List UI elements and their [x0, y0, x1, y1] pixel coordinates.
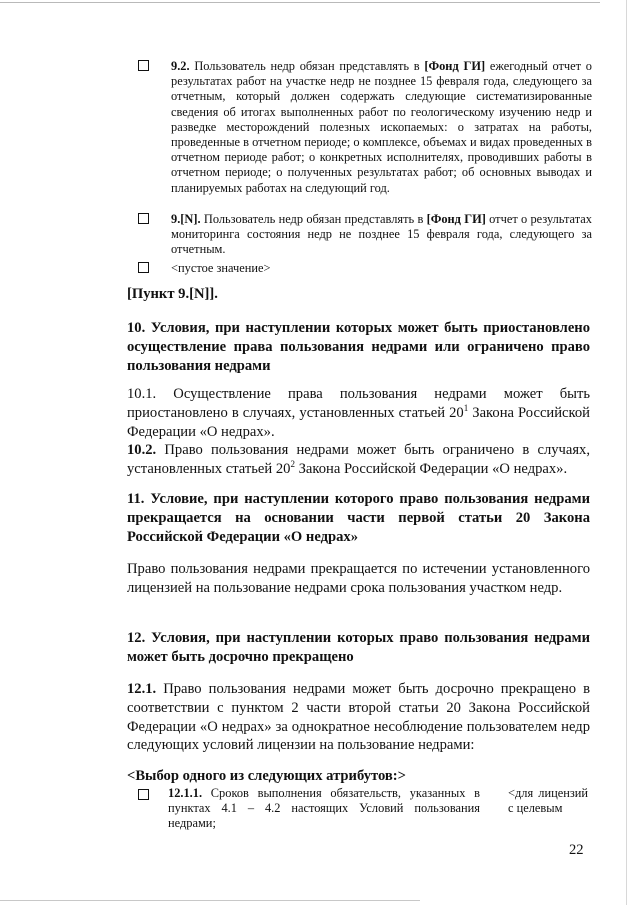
item-9-n-number: 9.[N].	[171, 212, 201, 226]
section-12-heading: 12. Условия, при наступлении которых право пользования недрами может быть досрочно прекращено	[127, 630, 590, 665]
checkbox-9-n[interactable]	[138, 213, 149, 224]
item-12-1-1-text: 12.1.1. Сроков выполнения обязательств, указанных в пунктах 4.1 – 4.2 настоящих Условий пользования недрами;	[168, 786, 480, 831]
fund-gi-ref: [Фонд ГИ]	[426, 212, 486, 226]
scan-right-edge	[626, 0, 627, 905]
paragraph-10-1: 10.1. Осуществление права пользования недрами может быть приостановлено в случаях, установленных статьей $20^1$ Закона Российской Федерации «О недрах».	[127, 386, 590, 440]
section-11-heading: 11. Условие, при наступлении которого право пользования недрами прекращается на основании части первой статьи 20 Закона Российской Федерации «О недрах»	[127, 491, 590, 545]
paragraph-10-2: 10.2. Право пользования недрами может быть ограничено в случаях, установленных статьей $20^2$ Закона Российской Федерации «О недрах».	[127, 442, 590, 477]
checkbox-9-2[interactable]	[138, 60, 149, 71]
scan-top-edge	[0, 2, 600, 3]
point-marker: [Пункт 9.[N]].	[127, 286, 218, 302]
checkbox-12-1-1[interactable]	[138, 789, 149, 800]
section-10-heading: 10. Условия, при наступлении которых может быть приостановлено осуществление права пользования недрами или ограничено право пользования недрами	[127, 320, 590, 374]
scan-bottom-edge	[0, 900, 420, 901]
paragraph-12-1: 12.1. Право пользования недрами может быть досрочно прекращено в соответствии с пунктом 2 части второй статьи 20 Закона Российской Федерации «О недрах» за однократное несоблюдение пользователем недр следующих условий лицензии на пользование недрами:	[127, 681, 590, 754]
item-9-2-number: 9.2.	[171, 59, 190, 73]
item-9-n-text: 9.[N]. Пользователь недр обязан представлять в [Фонд ГИ] отчет о результатах мониторинга состояния недр не позднее 15 февраля года, следующего за отчетным.	[171, 212, 592, 257]
checkbox-empty[interactable]	[138, 262, 149, 273]
empty-value-label: <пустое значение>	[171, 261, 271, 275]
choice-label: <Выбор одного из следующих атрибутов:>	[127, 768, 406, 784]
item-12-1-1-note: <для лицензий с целевым	[508, 786, 588, 816]
page-number: 22	[569, 842, 584, 858]
fund-gi-ref: [Фонд ГИ]	[424, 59, 486, 73]
item-9-2-text: 9.2. Пользователь недр обязан представлять в [Фонд ГИ] ежегодный отчет о результатах работ на участке недр не позднее 15 февраля года, следующего за отчетным, который должен содержать следующие систематизированные сведения об итогах выполненных работ по геологическому изучению недр и разведке месторождений полезных ископаемых: о затратах на работы, проведенные в отчетном периоде; о комплексе, объемах и видах проведенных в отчетном периоде работ; о конкретных исполнителях, проводивших работы в отчетном периоде; о полученных результатах работ; об основных выводах и планируемых работах на следующий год.	[171, 59, 592, 195]
paragraph-11: Право пользования недрами прекращается по истечении установленного лицензией на пользование недрами срока пользования участком недр.	[127, 561, 590, 596]
